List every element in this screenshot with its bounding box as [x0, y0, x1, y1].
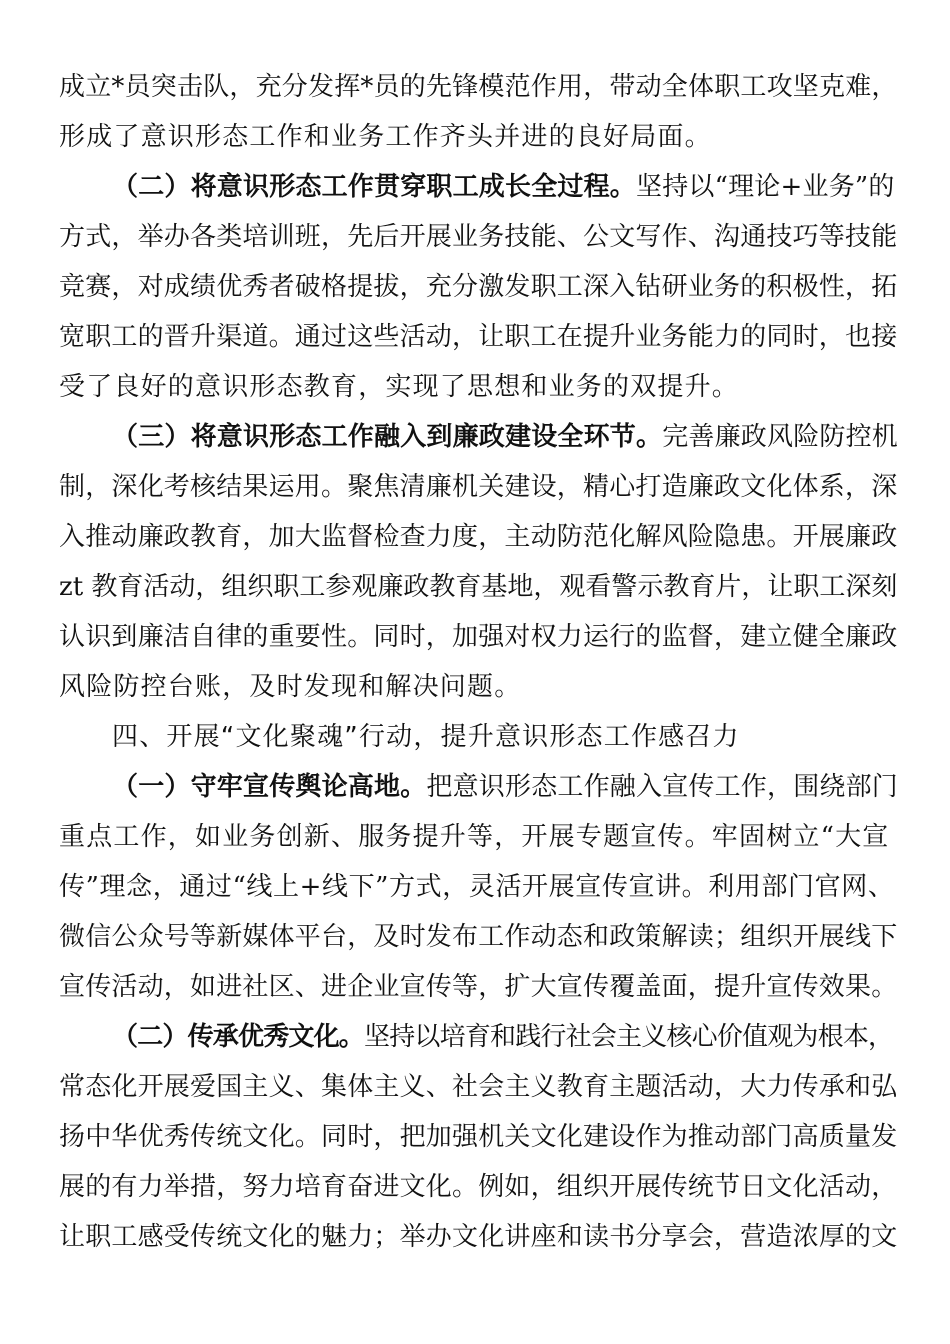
line-text: 坚持以培育和践行社会主义核心价值观为根本，	[364, 1022, 894, 1052]
line-text: 展的有力举措，努力培育奋进文化。例如，组织开展传统节日文化活动，	[59, 1172, 898, 1202]
line-text: 竞赛，对成绩优秀者破格提拔，充分激发职工深入钻研业务的积极性，拓	[59, 272, 898, 302]
section-heading	[112, 720, 898, 754]
section-title: 四、开展“文化聚魂”行动，提升意识形态工作感召力	[112, 722, 740, 752]
subsection-line	[112, 420, 898, 454]
line-text: 成立*员突击队，充分发挥*员的先锋模范作用，带动全体职工攻坚克难，	[59, 72, 898, 102]
line-text: zt 教育活动，组织职工参观廉政教育基地，观看警示教育片，让职工深刻	[59, 572, 898, 602]
line-text: 宣传活动，如进社区、进企业宣传等，扩大宣传覆盖面，提升宣传效果。	[59, 972, 898, 1002]
line-text: 风险防控台账，及时发现和解决问题。	[59, 672, 522, 702]
body-line	[59, 1120, 899, 1154]
body-line	[59, 70, 899, 104]
line-text: 重点工作，如业务创新、服务提升等，开展专题宣传。牢固树立“大宣	[59, 822, 890, 852]
line-text: 认识到廉洁自律的重要性。同时，加强对权力运行的监督，建立健全廉政	[59, 622, 898, 652]
subsection-line	[112, 1020, 898, 1054]
subsection-line	[112, 170, 898, 204]
line-text: 完善廉政风险防控机	[662, 422, 898, 452]
line-text: 方式，举办各类培训班，先后开展业务技能、公文写作、沟通技巧等技能	[59, 222, 898, 252]
line-text: 形成了意识形态工作和业务工作齐头并进的良好局面。	[59, 122, 712, 152]
body-line	[59, 470, 899, 504]
body-line	[59, 220, 899, 254]
line-text: 微信公众号等新媒体平台，及时发布工作动态和政策解读；组织开展线下	[59, 922, 898, 952]
body-line	[59, 320, 899, 354]
body-line	[59, 620, 899, 654]
body-line	[59, 1220, 899, 1254]
body-line	[59, 520, 899, 554]
body-line	[59, 970, 899, 1004]
line-text: 把意识形态工作融入宣传工作，围绕部门	[426, 772, 898, 802]
body-line	[59, 920, 899, 954]
body-line	[59, 120, 899, 154]
body-line	[59, 270, 899, 304]
line-text: 让职工感受传统文化的魅力；举办文化讲座和读书分享会，营造浓厚的文	[59, 1222, 898, 1252]
line-text: 扬中华优秀传统文化。同时，把加强机关文化建设作为推动部门高质量发	[59, 1122, 898, 1152]
body-line	[59, 870, 899, 904]
body-line	[59, 370, 899, 404]
line-text: 受了良好的意识形态教育，实现了思想和业务的双提升。	[59, 372, 740, 402]
body-line	[59, 570, 899, 604]
body-line	[59, 1170, 899, 1204]
subsection-line	[112, 770, 898, 804]
body-line	[59, 1070, 899, 1104]
subsection-title: （一）守牢宣传舆论高地。	[112, 772, 427, 802]
body-line	[59, 820, 899, 854]
line-text: 坚持以“理论+业务”的	[636, 172, 895, 202]
subsection-title: （三）将意识形态工作融入到廉政建设全环节。	[112, 422, 663, 452]
subsection-title: （二）将意识形态工作贯穿职工成长全过程。	[112, 172, 637, 202]
line-text: 常态化开展爱国主义、集体主义、社会主义教育主题活动，大力传承和弘	[59, 1072, 898, 1102]
line-text: 宽职工的晋升渠道。通过这些活动，让职工在提升业务能力的同时，也接	[59, 322, 898, 352]
body-line	[59, 670, 899, 704]
line-text: 传”理念，通过“线上+线下”方式，灵活开展宣传宣讲。利用部门官网、	[59, 872, 895, 902]
line-text: 入推动廉政教育，加大监督检查力度，主动防范化解风险隐患。开展廉政	[59, 522, 898, 552]
subsection-title: （二）传承优秀文化。	[112, 1022, 365, 1052]
line-text: 制，深化考核结果运用。聚焦清廉机关建设，精心打造廉政文化体系，深	[59, 472, 898, 502]
